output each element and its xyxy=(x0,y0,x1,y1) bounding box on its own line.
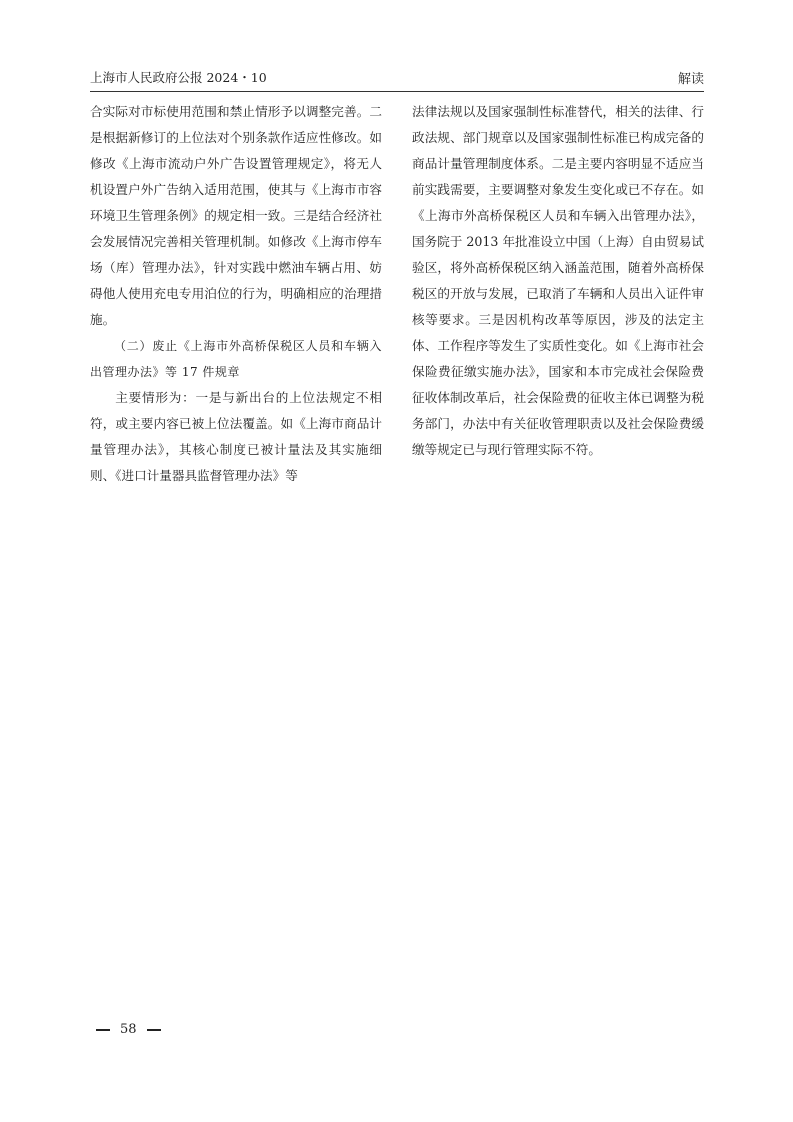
right-column xyxy=(412,99,704,463)
footer-dash-right xyxy=(147,1029,161,1031)
left-column xyxy=(90,99,382,489)
paragraph: 主要情形为：一是与新出台的上位法规定不相符，或主要内容已被上位法覆盖。如《上海市商品计量管理办法》，其核心制度已被计量法及其实施细则、《进口计量器具监督管理办法》等 xyxy=(90,390,382,483)
header-rule xyxy=(90,91,704,92)
paragraph: 合实际对市标使用范围和禁止情形予以调整完善。二是根据新修订的上位法对个别条款作适应性修改。如修改《上海市流动户外广告设置管理规定》，将无人机设置户外广告纳入适用范围，使其与《上海市市容环境卫生管理条例》的规定相一致。三是结合经济社会发展情况完善相关管理机制。如修改《上海市停车场（库）管理办法》，针对实践中燃油车辆占用、妨碍他人使用充电专用泊位的行为，明确相应的治理措施。 xyxy=(90,104,382,327)
page-footer xyxy=(96,1022,161,1037)
running-header xyxy=(90,68,704,88)
footer-dash-left xyxy=(96,1029,110,1031)
section-subheading: （二）废止《上海市外高桥保税区人员和车辆入出管理办法》等 17 件规章 xyxy=(90,339,382,379)
publication-title: 上海市人民政府公报 2024・10 xyxy=(90,70,267,85)
section-label: 解读 xyxy=(677,72,704,87)
paragraph: 法律法规以及国家强制性标准替代，相关的法律、行政法规、部门规章以及国家强制性标准已构成完备的商品计量管理制度体系。二是主要内容明显不适应当前实践需要，主要调整对象发生变化或已不存在。如《上海市外高桥保税区人员和车辆入出管理办法》，国务院于 2013 年批准设立中国（上海）自由贸易试验区，将外高桥保税区纳入涵盖范围，随着外高桥保税区的开放与发展，已取消了车辆和人员出入证件审核等要求。三是因机构改革等原因，涉及的法定主体、工作程序等发生了实质性变化。如《上海市社会保险费征缴实施办法》，国家和本市完成社会保险费征收体制改革后，社会保险费的征收主体已调整为税务部门，办法中有关征收管理职责以及社会保险费缓缴等规定已与现行管理实际不符。 xyxy=(412,104,704,457)
page-number: 58 xyxy=(120,1022,137,1037)
